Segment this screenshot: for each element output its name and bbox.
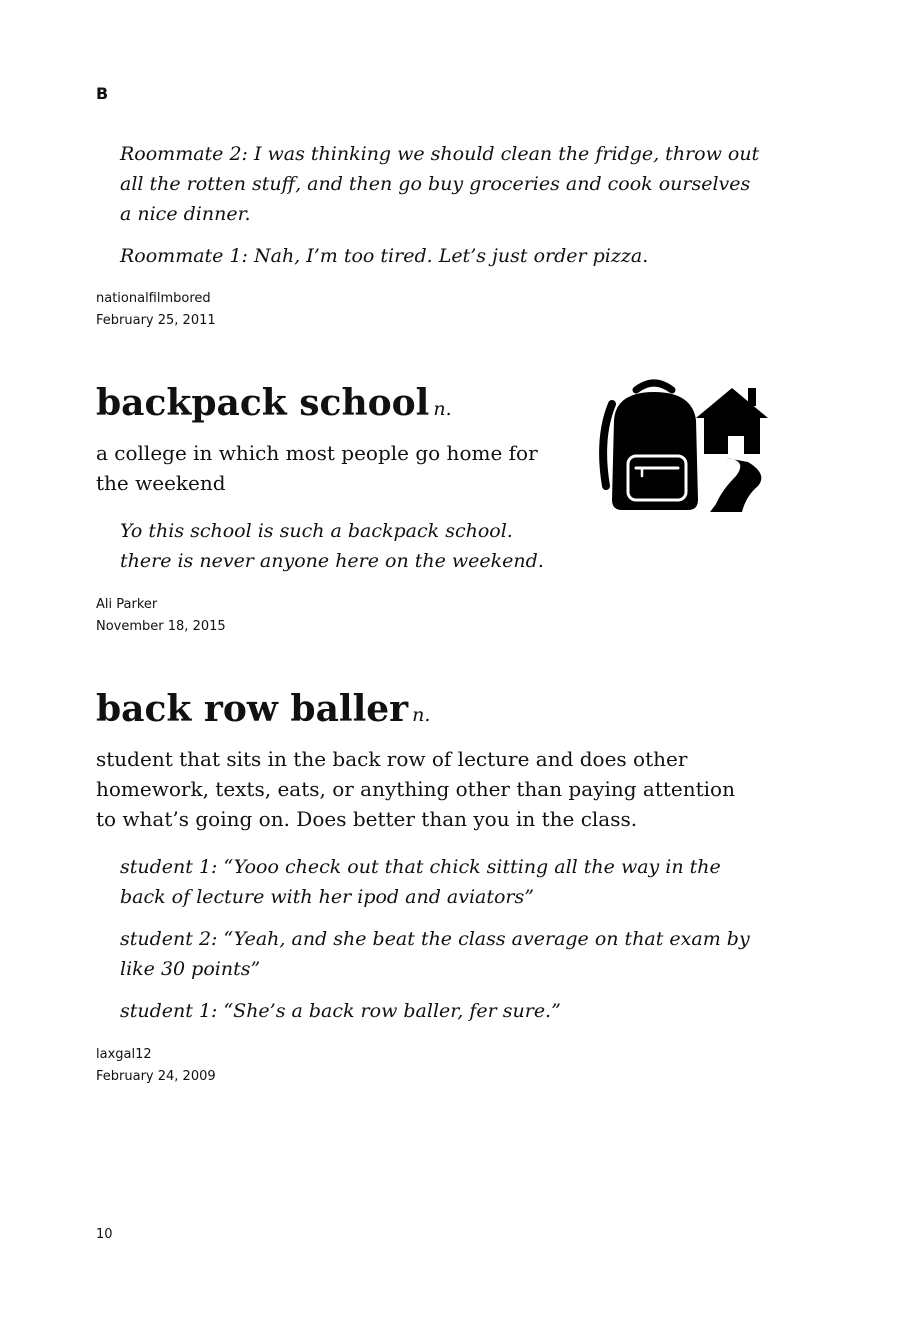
example-quote: Yo this school is such a backpack school. there is never anyone here on the weekend. (120, 520, 544, 572)
entry-meta (96, 1044, 216, 1088)
entry-headword (96, 381, 452, 431)
entry-author: Ali Parker (96, 597, 158, 612)
continued-entry-meta (96, 288, 216, 332)
entry-author: nationalfilmbored (96, 291, 211, 306)
dictionary-page (96, 0, 776, 1331)
example-quote: student 1: “Yooo check out that chick sitting all the way in the back of lecture with her ipod and aviators” (120, 856, 721, 908)
headword-text: backpack school (96, 382, 430, 424)
page-number: 10 (96, 1227, 113, 1242)
example-quote: student 2: “Yeah, and she beat the class average on that exam by like 30 points” (120, 928, 750, 980)
example-quote: Roommate 2: I was thinking we should clean the fridge, throw out all the rotten stuff, and then go buy groceries and cook ourselves a nice dinner. (120, 143, 760, 225)
example-quote: student 1: “She’s a back row baller, fer sure.” (120, 1000, 561, 1022)
entry-date: November 18, 2015 (96, 619, 226, 634)
entry-date: February 24, 2009 (96, 1069, 216, 1084)
entry-author: laxgal12 (96, 1047, 152, 1062)
headword-text: back row baller (96, 688, 409, 730)
part-of-speech: n. (412, 704, 431, 726)
entry-date: February 25, 2011 (96, 313, 216, 328)
entry-definition: a college in which most people go home for the weekend (96, 441, 538, 495)
section-letter: B (96, 84, 109, 103)
example-quote: Roommate 1: Nah, I’m too tired. Let’s just order pizza. (120, 245, 649, 267)
entry-examples (120, 852, 770, 1038)
entry-examples (120, 516, 570, 588)
entry-headword (96, 687, 430, 737)
entry-definition: student that sits in the back row of lecture and does other homework, texts, eats, or anything other than paying attention to what’s going on. Does better than you in the class. (96, 747, 735, 831)
backpack-home-icon (598, 378, 768, 516)
continued-entry-examples (120, 139, 760, 283)
entry-meta (96, 594, 226, 638)
part-of-speech: n. (433, 398, 452, 420)
